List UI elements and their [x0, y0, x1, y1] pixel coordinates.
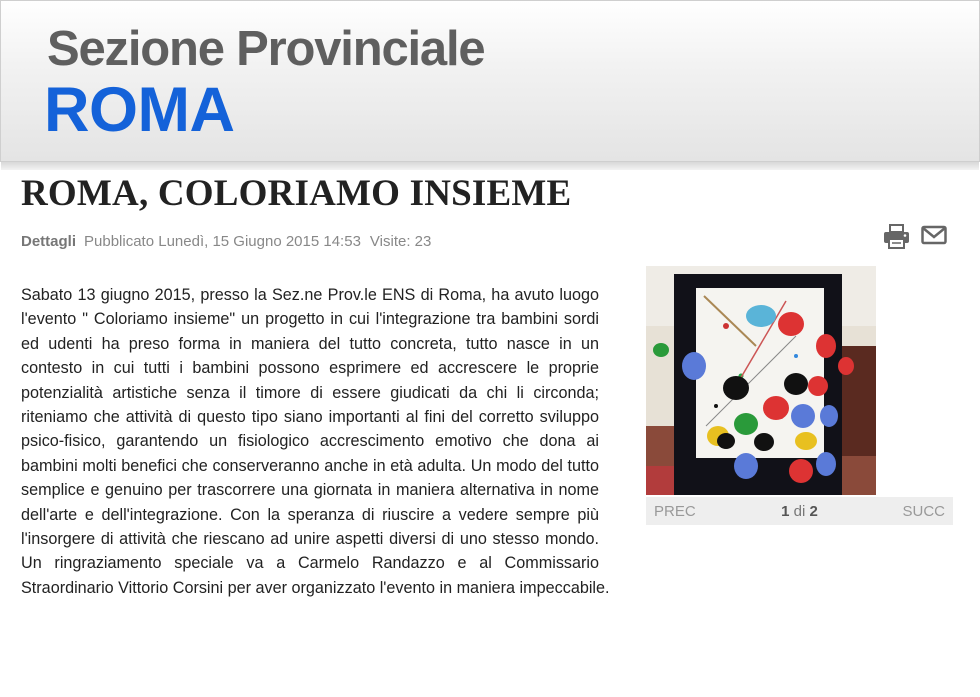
gallery-prev-button[interactable]: PREC	[654, 503, 696, 520]
article-meta	[21, 233, 431, 250]
gallery-image[interactable]	[646, 266, 876, 495]
visit-count: Visite: 23	[369, 233, 432, 250]
handprint-artwork-photo	[646, 266, 876, 495]
published-date: Pubblicato Lunedì, 15 Giugno 2015 14:53	[84, 233, 361, 250]
article-body-text: Sabato 13 giugno 2015, presso la Sez.ne Prov.le ENS di Roma, ha avuto luogo l'evento " Coloriamo insieme" un progetto in cui l'integrazione tra bambini sordi ed udenti ha preso forma in maniera del tutto concreta, tutto nasce in un contesto in cui tutti i bambini possono esprimere ed accrescere le proprie potenzialità artistiche senza il timore di essere giudicati da chi li circonda; riteniamo che attività di questo tipo siano importanti al fini del corretto sviluppo psico-fisico, garantendo un fisiologico accrescimento emotivo che dona ai bambini molti benefici che conserveranno anche in età adulta. Un modo del tutto semplice e genuino per trascorrere una giornata in maniera alternativa in nome dell'arte e dell'integrazione. Con la speranza di riuscire a vedere sempre più l'insorgere di attività che riescano ad unire aspetti diversi di uno stesso mondo. Un ringraziamento speciale va a Carmelo Randazzo e al Commissario Straordinario Vittorio Corsini per aver organizzato l'evento in maniera impeccabile.	[21, 286, 610, 597]
article-title: ROMA, COLORIAMO INSIEME	[21, 173, 572, 214]
gallery-next-button[interactable]: SUCC	[902, 503, 945, 520]
site-header	[0, 0, 980, 162]
header-title[interactable]: ROMA	[44, 75, 235, 145]
printer-icon[interactable]	[883, 224, 910, 249]
details-label: Dettagli	[21, 233, 77, 250]
email-icon[interactable]	[921, 224, 947, 246]
header-subtitle: Sezione Provinciale	[47, 22, 485, 76]
gallery-current: 1	[781, 503, 790, 520]
gallery-pager	[646, 497, 953, 525]
gallery-total: 2	[809, 503, 818, 520]
gallery-of-label: di	[793, 503, 806, 520]
